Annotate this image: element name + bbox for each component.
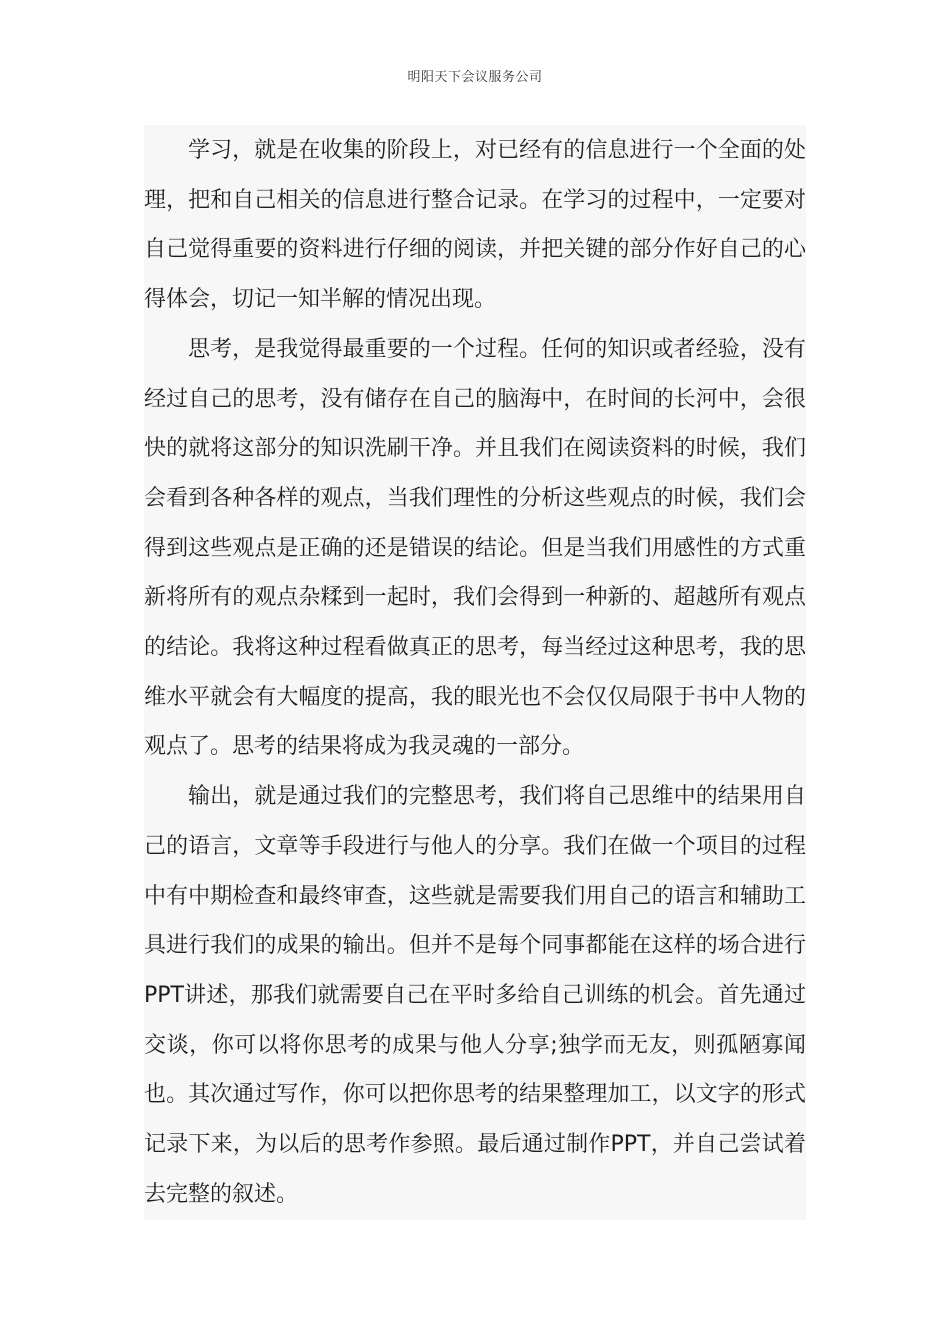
- paragraph-output: 输出，就是通过我们的完整思考，我们将自己思维中的结果用自己的语言，文章等手段进行与他人的分享。我们在做一个项目的过程中有中期检查和最终审查，这些就是需要我们用自己的语言和辅助工具进行我们的成果的输出。但并不是每个同事都能在这样的场合进行PPT讲述，那我们就需要自己在平时多给自己训练的机会。首先通过交谈，你可以将你思考的成果与他人分享;独学而无友，则孤陋寡闻也。其次通过写作，你可以把你思考的结果整理加工，以文字的形式记录下来，为以后的思考作参照。最后通过制作PPT，并自己尝试着去完整的叙述。: [144, 784, 806, 1207]
- paragraph-thinking: 思考，是我觉得最重要的一个过程。任何的知识或者经验，没有经过自己的思考，没有储存在自己的脑海中，在时间的长河中，会很快的就将这部分的知识洗刷干净。并且我们在阅读资料的时候，我们会看到各种各样的观点，当我们理性的分析这些观点的时候，我们会得到这些观点是正确的还是错误的结论。但是当我们用感性的方式重新将所有的观点杂糅到一起时，我们会得到一种新的、超越所有观点的结论。我将这种过程看做真正的思考，每当经过这种思考，我的思维水平就会有大幅度的提高，我的眼光也不会仅仅局限于书中人物的观点了。思考的结果将成为我灵魂的一部分。: [144, 336, 806, 760]
- paragraph-learning: 学习，就是在收集的阶段上，对已经有的信息进行一个全面的处理，把和自己相关的信息进行整合记录。在学习的过程中，一定要对自己觉得重要的资料进行仔细的阅读，并把关键的部分作好自己的心得体会，切记一知半解的情况出现。: [144, 138, 806, 313]
- page-header: 明阳天下会议服务公司: [407, 70, 543, 85]
- document-body: [144, 126, 806, 1219]
